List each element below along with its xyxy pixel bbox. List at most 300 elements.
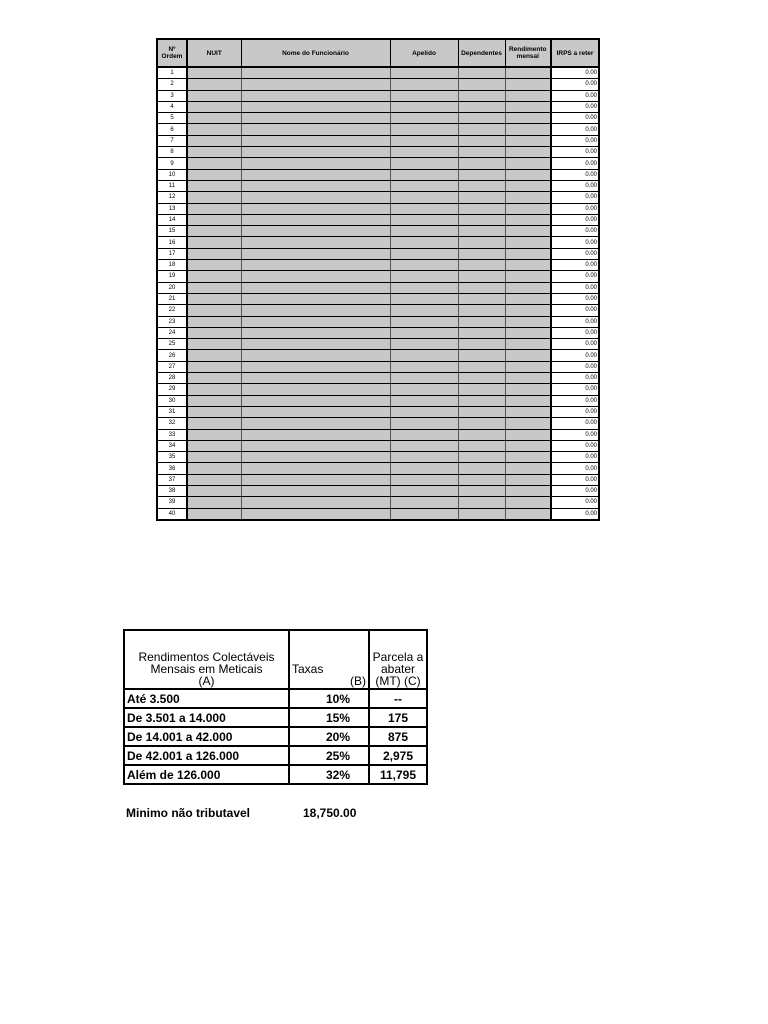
employee-name-cell[interactable] — [241, 248, 390, 259]
irps-cell: 0.00 — [551, 271, 599, 282]
surname-cell[interactable] — [390, 282, 458, 293]
employee-name-cell[interactable] — [241, 67, 390, 79]
employee-name-cell[interactable] — [241, 79, 390, 90]
employee-name-cell[interactable] — [241, 384, 390, 395]
monthly-income-cell[interactable] — [505, 395, 551, 406]
header-dependents: Dependentes — [458, 39, 505, 67]
dependents-cell[interactable] — [458, 418, 505, 429]
surname-cell[interactable] — [390, 395, 458, 406]
employee-name-cell[interactable] — [241, 282, 390, 293]
nuit-cell[interactable] — [187, 282, 241, 293]
monthly-income-cell[interactable] — [505, 350, 551, 361]
employee-name-cell[interactable] — [241, 135, 390, 146]
monthly-income-cell[interactable] — [505, 485, 551, 496]
monthly-income-cell[interactable] — [505, 79, 551, 90]
employee-name-cell[interactable] — [241, 440, 390, 451]
employee-name-cell[interactable] — [241, 452, 390, 463]
irps-cell: 0.00 — [551, 339, 599, 350]
surname-cell[interactable] — [390, 293, 458, 304]
monthly-income-cell[interactable] — [505, 361, 551, 372]
bracket-rate: 32% — [289, 765, 369, 784]
table-row — [157, 485, 599, 496]
dependents-cell[interactable] — [458, 508, 505, 520]
surname-cell[interactable] — [390, 101, 458, 112]
monthly-income-cell[interactable] — [505, 90, 551, 101]
monthly-income-cell[interactable] — [505, 327, 551, 338]
irps-cell: 0.00 — [551, 474, 599, 485]
irps-cell: 0.00 — [551, 316, 599, 327]
nuit-cell[interactable] — [187, 147, 241, 158]
surname-cell[interactable] — [390, 248, 458, 259]
irps-cell: 0.00 — [551, 384, 599, 395]
irps-cell: 0.00 — [551, 90, 599, 101]
employee-name-cell[interactable] — [241, 406, 390, 417]
header-rates-label: Taxas — [292, 662, 324, 676]
surname-cell[interactable] — [390, 339, 458, 350]
brackets-header-row — [124, 630, 427, 689]
monthly-income-cell[interactable] — [505, 214, 551, 225]
header-taxable-income-label: Rendimentos Colectáveis Mensais em Meticais — [138, 650, 275, 676]
nuit-cell[interactable] — [187, 260, 241, 271]
dependents-cell[interactable] — [458, 350, 505, 361]
monthly-income-cell[interactable] — [505, 474, 551, 485]
employee-name-cell[interactable] — [241, 497, 390, 508]
monthly-income-cell[interactable] — [505, 463, 551, 474]
surname-cell[interactable] — [390, 463, 458, 474]
row-order-number: 10 — [157, 169, 187, 180]
table-row — [157, 147, 599, 158]
nuit-cell[interactable] — [187, 101, 241, 112]
employee-name-cell[interactable] — [241, 237, 390, 248]
dependents-cell[interactable] — [458, 113, 505, 124]
employee-name-cell[interactable] — [241, 463, 390, 474]
monthly-income-cell[interactable] — [505, 135, 551, 146]
header-taxable-income-code: (A) — [198, 674, 215, 688]
irps-cell: 0.00 — [551, 350, 599, 361]
nuit-cell[interactable] — [187, 237, 241, 248]
nuit-cell[interactable] — [187, 429, 241, 440]
nuit-cell[interactable] — [187, 158, 241, 169]
dependents-cell[interactable] — [458, 158, 505, 169]
header-deduction-code: (MT) (C) — [375, 674, 421, 688]
nuit-cell[interactable] — [187, 271, 241, 282]
dependents-cell[interactable] — [458, 327, 505, 338]
monthly-income-cell[interactable] — [505, 373, 551, 384]
bracket-range: Até 3.500 — [124, 689, 289, 708]
nuit-cell[interactable] — [187, 135, 241, 146]
bracket-deduction: 11,795 — [369, 765, 427, 784]
header-rates-code: (B) — [350, 674, 366, 688]
surname-cell[interactable] — [390, 406, 458, 417]
surname-cell[interactable] — [390, 305, 458, 316]
row-order-number: 2 — [157, 79, 187, 90]
irps-cell: 0.00 — [551, 395, 599, 406]
surname-cell[interactable] — [390, 497, 458, 508]
monthly-income-cell[interactable] — [505, 192, 551, 203]
dependents-cell[interactable] — [458, 237, 505, 248]
nuit-cell[interactable] — [187, 373, 241, 384]
row-order-number: 36 — [157, 463, 187, 474]
table-row — [157, 508, 599, 520]
monthly-income-cell[interactable] — [505, 226, 551, 237]
monthly-income-cell[interactable] — [505, 316, 551, 327]
minimum-nontaxable-value: 18,750.00 — [303, 806, 357, 820]
bracket-range: De 14.001 a 42.000 — [124, 727, 289, 746]
surname-cell[interactable] — [390, 452, 458, 463]
surname-cell[interactable] — [390, 135, 458, 146]
surname-cell[interactable] — [390, 169, 458, 180]
surname-cell[interactable] — [390, 361, 458, 372]
employee-name-cell[interactable] — [241, 90, 390, 101]
monthly-income-cell[interactable] — [505, 418, 551, 429]
dependents-cell[interactable] — [458, 180, 505, 191]
nuit-cell[interactable] — [187, 384, 241, 395]
irps-cell: 0.00 — [551, 429, 599, 440]
surname-cell[interactable] — [390, 418, 458, 429]
monthly-income-cell[interactable] — [505, 113, 551, 124]
employee-name-cell[interactable] — [241, 429, 390, 440]
employee-name-cell[interactable] — [241, 226, 390, 237]
bracket-range: De 42.001 a 126.000 — [124, 746, 289, 765]
employee-name-cell[interactable] — [241, 147, 390, 158]
surname-cell[interactable] — [390, 429, 458, 440]
employee-name-cell[interactable] — [241, 214, 390, 225]
surname-cell[interactable] — [390, 474, 458, 485]
dependents-cell[interactable] — [458, 373, 505, 384]
table-row — [157, 350, 599, 361]
employee-name-cell[interactable] — [241, 169, 390, 180]
monthly-income-cell[interactable] — [505, 124, 551, 135]
employee-name-cell[interactable] — [241, 350, 390, 361]
nuit-cell[interactable] — [187, 418, 241, 429]
row-order-number: 14 — [157, 214, 187, 225]
nuit-cell[interactable] — [187, 67, 241, 79]
dependents-cell[interactable] — [458, 305, 505, 316]
surname-cell[interactable] — [390, 79, 458, 90]
nuit-cell[interactable] — [187, 406, 241, 417]
irps-cell: 0.00 — [551, 497, 599, 508]
table-row — [157, 101, 599, 112]
row-order-number: 37 — [157, 474, 187, 485]
employee-name-cell[interactable] — [241, 418, 390, 429]
surname-cell[interactable] — [390, 214, 458, 225]
table-row — [157, 474, 599, 485]
surname-cell[interactable] — [390, 113, 458, 124]
nuit-cell[interactable] — [187, 474, 241, 485]
irps-cell: 0.00 — [551, 293, 599, 304]
dependents-cell[interactable] — [458, 497, 505, 508]
table-row — [157, 180, 599, 191]
employee-name-cell[interactable] — [241, 485, 390, 496]
surname-cell[interactable] — [390, 158, 458, 169]
row-order-number: 7 — [157, 135, 187, 146]
bracket-row — [124, 708, 427, 727]
nuit-cell[interactable] — [187, 293, 241, 304]
nuit-cell[interactable] — [187, 192, 241, 203]
irps-cell: 0.00 — [551, 226, 599, 237]
dependents-cell[interactable] — [458, 192, 505, 203]
nuit-cell[interactable] — [187, 440, 241, 451]
nuit-cell[interactable] — [187, 226, 241, 237]
row-order-number: 31 — [157, 406, 187, 417]
surname-cell[interactable] — [390, 203, 458, 214]
surname-cell[interactable] — [390, 350, 458, 361]
table-row — [157, 384, 599, 395]
monthly-income-cell[interactable] — [505, 305, 551, 316]
dependents-cell[interactable] — [458, 203, 505, 214]
bracket-range: De 3.501 a 14.000 — [124, 708, 289, 727]
table-row — [157, 463, 599, 474]
employee-name-cell[interactable] — [241, 474, 390, 485]
employee-name-cell[interactable] — [241, 271, 390, 282]
employee-name-cell[interactable] — [241, 203, 390, 214]
surname-cell[interactable] — [390, 327, 458, 338]
monthly-income-cell[interactable] — [505, 429, 551, 440]
row-order-number: 25 — [157, 339, 187, 350]
table-row — [157, 158, 599, 169]
dependents-cell[interactable] — [458, 339, 505, 350]
irps-cell: 0.00 — [551, 237, 599, 248]
employee-name-cell[interactable] — [241, 373, 390, 384]
surname-cell[interactable] — [390, 90, 458, 101]
dependents-cell[interactable] — [458, 124, 505, 135]
monthly-income-cell[interactable] — [505, 180, 551, 191]
employee-name-cell[interactable] — [241, 192, 390, 203]
surname-cell[interactable] — [390, 508, 458, 520]
bracket-rate: 25% — [289, 746, 369, 765]
irps-cell: 0.00 — [551, 203, 599, 214]
row-order-number: 38 — [157, 485, 187, 496]
dependents-cell[interactable] — [458, 361, 505, 372]
irps-cell: 0.00 — [551, 135, 599, 146]
nuit-cell[interactable] — [187, 327, 241, 338]
monthly-income-cell[interactable] — [505, 203, 551, 214]
dependents-cell[interactable] — [458, 293, 505, 304]
employee-name-cell[interactable] — [241, 101, 390, 112]
nuit-cell[interactable] — [187, 305, 241, 316]
table-row — [157, 339, 599, 350]
dependents-cell[interactable] — [458, 463, 505, 474]
dependents-cell[interactable] — [458, 79, 505, 90]
monthly-income-cell[interactable] — [505, 497, 551, 508]
dependents-cell[interactable] — [458, 271, 505, 282]
table-row — [157, 67, 599, 79]
dependents-cell[interactable] — [458, 395, 505, 406]
table-row — [157, 305, 599, 316]
irps-cell: 0.00 — [551, 214, 599, 225]
surname-cell[interactable] — [390, 147, 458, 158]
monthly-income-cell[interactable] — [505, 169, 551, 180]
dependents-cell[interactable] — [458, 101, 505, 112]
bracket-row — [124, 746, 427, 765]
table-row — [157, 237, 599, 248]
monthly-income-cell[interactable] — [505, 237, 551, 248]
table-row — [157, 79, 599, 90]
header-rates — [289, 630, 369, 689]
surname-cell[interactable] — [390, 237, 458, 248]
nuit-cell[interactable] — [187, 361, 241, 372]
irps-cell: 0.00 — [551, 452, 599, 463]
dependents-cell[interactable] — [458, 485, 505, 496]
surname-cell[interactable] — [390, 180, 458, 191]
row-order-number: 17 — [157, 248, 187, 259]
dependents-cell[interactable] — [458, 452, 505, 463]
nuit-cell[interactable] — [187, 452, 241, 463]
nuit-cell[interactable] — [187, 180, 241, 191]
table-row — [157, 406, 599, 417]
monthly-income-cell[interactable] — [505, 282, 551, 293]
monthly-income-cell[interactable] — [505, 440, 551, 451]
table-row — [157, 90, 599, 101]
dependents-cell[interactable] — [458, 440, 505, 451]
table-row — [157, 192, 599, 203]
dependents-cell[interactable] — [458, 135, 505, 146]
surname-cell[interactable] — [390, 67, 458, 79]
row-order-number: 29 — [157, 384, 187, 395]
table-row — [157, 260, 599, 271]
monthly-income-cell[interactable] — [505, 271, 551, 282]
dependents-cell[interactable] — [458, 474, 505, 485]
employee-name-cell[interactable] — [241, 158, 390, 169]
minimum-nontaxable-label: Minimo não tributavel — [126, 806, 251, 820]
irps-cell: 0.00 — [551, 440, 599, 451]
row-order-number: 4 — [157, 101, 187, 112]
monthly-income-cell[interactable] — [505, 406, 551, 417]
nuit-cell[interactable] — [187, 248, 241, 259]
nuit-cell[interactable] — [187, 169, 241, 180]
employee-name-cell[interactable] — [241, 124, 390, 135]
table-row — [157, 373, 599, 384]
employee-name-cell[interactable] — [241, 508, 390, 520]
employee-name-cell[interactable] — [241, 260, 390, 271]
monthly-income-cell[interactable] — [505, 158, 551, 169]
irps-cell: 0.00 — [551, 101, 599, 112]
table-row — [157, 282, 599, 293]
table-row — [157, 226, 599, 237]
dependents-cell[interactable] — [458, 384, 505, 395]
surname-cell[interactable] — [390, 192, 458, 203]
sheet-header-row — [157, 39, 599, 67]
nuit-cell[interactable] — [187, 316, 241, 327]
table-row — [157, 497, 599, 508]
employee-name-cell[interactable] — [241, 180, 390, 191]
monthly-income-cell[interactable] — [505, 260, 551, 271]
nuit-cell[interactable] — [187, 339, 241, 350]
nuit-cell[interactable] — [187, 203, 241, 214]
dependents-cell[interactable] — [458, 214, 505, 225]
dependents-cell[interactable] — [458, 316, 505, 327]
surname-cell[interactable] — [390, 440, 458, 451]
irps-cell: 0.00 — [551, 418, 599, 429]
dependents-cell[interactable] — [458, 147, 505, 158]
surname-cell[interactable] — [390, 124, 458, 135]
employee-name-cell[interactable] — [241, 339, 390, 350]
monthly-income-cell[interactable] — [505, 67, 551, 79]
header-nuit: NUIT — [187, 39, 241, 67]
monthly-income-cell[interactable] — [505, 147, 551, 158]
dependents-cell[interactable] — [458, 169, 505, 180]
employee-name-cell[interactable] — [241, 395, 390, 406]
surname-cell[interactable] — [390, 485, 458, 496]
monthly-income-cell[interactable] — [505, 508, 551, 520]
header-deduction-label: Parcela a abater — [372, 650, 424, 676]
dependents-cell[interactable] — [458, 226, 505, 237]
row-order-number: 23 — [157, 316, 187, 327]
nuit-cell[interactable] — [187, 113, 241, 124]
dependents-cell[interactable] — [458, 406, 505, 417]
monthly-income-cell[interactable] — [505, 293, 551, 304]
row-order-number: 22 — [157, 305, 187, 316]
bracket-rate: 20% — [289, 727, 369, 746]
irps-cell: 0.00 — [551, 158, 599, 169]
surname-cell[interactable] — [390, 373, 458, 384]
employee-name-cell[interactable] — [241, 293, 390, 304]
row-order-number: 40 — [157, 508, 187, 520]
dependents-cell[interactable] — [458, 90, 505, 101]
nuit-cell[interactable] — [187, 485, 241, 496]
surname-cell[interactable] — [390, 260, 458, 271]
row-order-number: 5 — [157, 113, 187, 124]
table-row — [157, 293, 599, 304]
bracket-row — [124, 765, 427, 784]
dependents-cell[interactable] — [458, 429, 505, 440]
dependents-cell[interactable] — [458, 248, 505, 259]
surname-cell[interactable] — [390, 226, 458, 237]
nuit-cell[interactable] — [187, 463, 241, 474]
employee-name-cell[interactable] — [241, 316, 390, 327]
nuit-cell[interactable] — [187, 79, 241, 90]
employee-name-cell[interactable] — [241, 327, 390, 338]
header-deduction — [369, 630, 427, 689]
irps-cell: 0.00 — [551, 147, 599, 158]
nuit-cell[interactable] — [187, 124, 241, 135]
monthly-income-cell[interactable] — [505, 384, 551, 395]
bracket-range: Além de 126.000 — [124, 765, 289, 784]
nuit-cell[interactable] — [187, 395, 241, 406]
row-order-number: 15 — [157, 226, 187, 237]
monthly-income-cell[interactable] — [505, 339, 551, 350]
nuit-cell[interactable] — [187, 90, 241, 101]
nuit-cell[interactable] — [187, 508, 241, 520]
nuit-cell[interactable] — [187, 214, 241, 225]
irps-cell: 0.00 — [551, 373, 599, 384]
row-order-number: 20 — [157, 282, 187, 293]
dependents-cell[interactable] — [458, 67, 505, 79]
bracket-deduction: 175 — [369, 708, 427, 727]
employee-name-cell[interactable] — [241, 305, 390, 316]
row-order-number: 12 — [157, 192, 187, 203]
surname-cell[interactable] — [390, 384, 458, 395]
irps-cell: 0.00 — [551, 327, 599, 338]
row-order-number: 33 — [157, 429, 187, 440]
surname-cell[interactable] — [390, 271, 458, 282]
table-row — [157, 440, 599, 451]
dependents-cell[interactable] — [458, 260, 505, 271]
monthly-income-cell[interactable] — [505, 101, 551, 112]
employee-name-cell[interactable] — [241, 113, 390, 124]
nuit-cell[interactable] — [187, 350, 241, 361]
monthly-income-cell[interactable] — [505, 452, 551, 463]
table-row — [157, 429, 599, 440]
monthly-income-cell[interactable] — [505, 248, 551, 259]
dependents-cell[interactable] — [458, 282, 505, 293]
employee-name-cell[interactable] — [241, 361, 390, 372]
nuit-cell[interactable] — [187, 497, 241, 508]
bracket-rate: 10% — [289, 689, 369, 708]
surname-cell[interactable] — [390, 316, 458, 327]
row-order-number: 32 — [157, 418, 187, 429]
row-order-number: 3 — [157, 90, 187, 101]
